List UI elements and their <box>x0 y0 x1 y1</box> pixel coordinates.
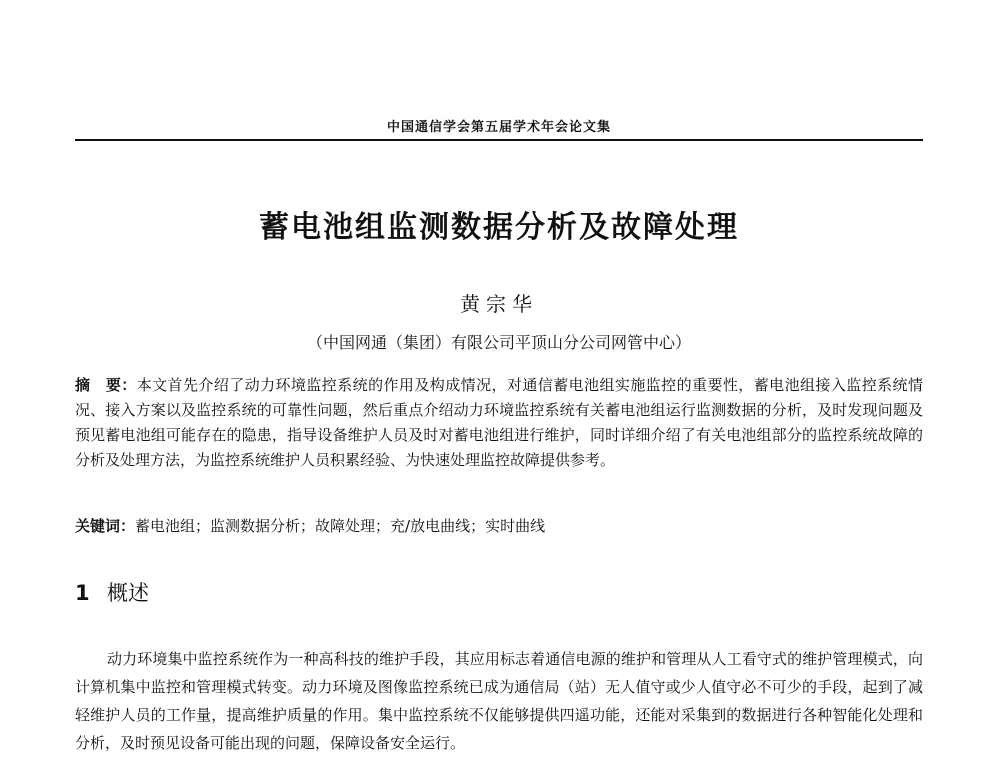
author-affiliation: （中国网通（集团）有限公司平顶山分公司网管中心） <box>306 333 691 352</box>
section-number: 1 <box>75 581 90 605</box>
abstract-text: 本文首先介绍了动力环境监控系统的作用及构成情况，对通信蓄电池组实施监控的重要性，蓄电池组接入监控系统情况、接入方案以及监控系统的可靠性问题，然后重点介绍动力环境监控系统有关蓄电池组运行监测数据的分析，及时发现问题及预见蓄电池组可能存在的隐患，指导设备维护人员及时对蓄电池组进行维护，同时详细介绍了有关电池组部分的监控系统故障的分析及处理方法，为监控系统维护人员积累经验、为快速处理监控故障提供参考。 <box>75 376 923 469</box>
abstract-label: 摘 要： <box>75 376 137 394</box>
section-title: 概述 <box>107 581 149 605</box>
section-heading <box>75 577 149 607</box>
paper-title: 蓄电池组监测数据分析及故障处理 <box>259 210 739 245</box>
abstract <box>75 373 923 473</box>
author-name: 黄宗华 <box>460 292 538 316</box>
header-rule <box>75 139 923 141</box>
keywords-label: 关键词： <box>75 517 136 535</box>
body-paragraph: 动力环境集中监控系统作为一种高科技的维护手段，其应用标志着通信电源的维护和管理从人工看守式的维护管理模式，向计算机集中监控和管理模式转变。动力环境及图像监控系统已成为通信局（站）无人值守或少人值守必不可少的手段，起到了减轻维护人员的工作量，提高维护质量的作用。集中监控系统不仅能够提供四遥功能，还能对采集到的数据进行各种智能化处理和分析，及时预见设备可能出现的问题，保障设备安全运行。 <box>75 650 923 752</box>
running-header: 中国通信学会第五届学术年会论文集 <box>386 120 611 135</box>
keywords-text: 蓄电池组；监测数据分析；故障处理；充/放电曲线；实时曲线 <box>135 517 546 535</box>
keywords <box>75 514 923 539</box>
